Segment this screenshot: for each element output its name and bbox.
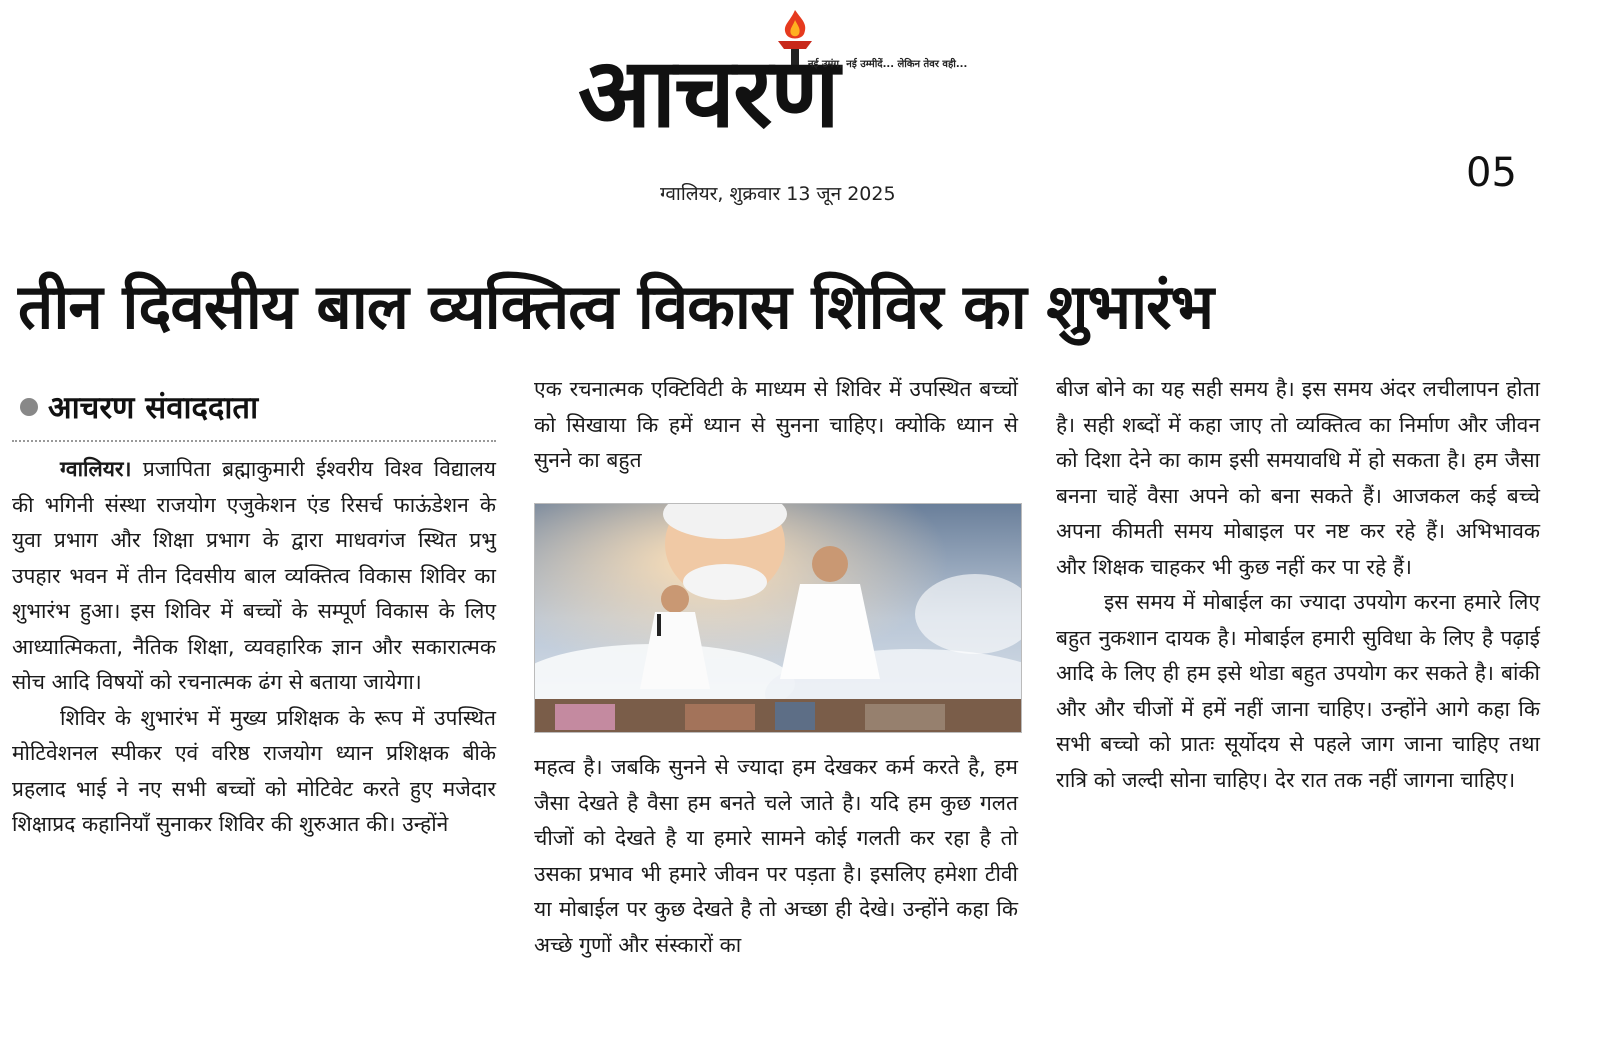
- article-column-1: [12, 452, 496, 843]
- article-column-2-bottom: [534, 750, 1018, 963]
- paragraph: एक रचनात्मक एक्टिविटी के माध्यम से शिविर में उपस्थित बच्चों को सिखाया कि हमें ध्यान से सुनना चाहिए। क्योकि ध्यान से सुनने का बहुत: [534, 377, 1018, 472]
- event-photo-image: [535, 504, 1021, 732]
- masthead: [0, 0, 1599, 205]
- bullet-icon: [20, 398, 38, 416]
- lead-word: ग्वालियर।: [60, 457, 132, 481]
- paragraph: महत्व है। जबकि सुनने से ज्यादा हम देखकर कर्म करते है, हम जैसा देखते है वैसा हम बनते चले जाते है। यदि हम कुछ गलत चीजों को देखते है या हमारे सामने कोई गलती कर रहा है तो उसका प्रभाव भी हमारे जीवन पर पड़ता है। इसलिए हमेशा टीवी या मोबाईल पर कुछ देखते है तो अच्छा ही देखे। उन्होंने कहा कि अच्छे गुणों और संस्कारों का: [534, 755, 1018, 957]
- dateline: ग्वालियर, शुक्रवार 13 जून 2025: [660, 183, 896, 205]
- article-headline: तीन दिवसीय बाल व्यक्तित्व विकास शिविर का शुभारंभ: [18, 270, 1214, 343]
- article-column-2-top: [534, 372, 1018, 479]
- page-number: 05: [1466, 150, 1517, 196]
- byline-text: आचरण संवाददाता: [48, 390, 259, 426]
- newspaper-logo: आचरण: [578, 37, 838, 149]
- byline: [20, 386, 258, 428]
- newspaper-tagline: नई उमंग, नई उम्मीदें... लेकिन तेवर वही...: [808, 59, 968, 70]
- paragraph: इस समय में मोबाईल का ज्यादा उपयोग करना हमारे लिए बहुत नुकशान दायक है। मोबाईल हमारी सुविधा के लिए है पढ़ाई आदि के लिए ही हम इसे थोडा बहुत उपयोग कर सकते है। बांकी और और चीजों में हमें नहीं जाना चाहिए। उन्होंने आगे कहा कि सभी बच्चो को प्रातः सूर्योदय से पहले जाग जाना चाहिए तथा रात्रि को जल्दी सोना चाहिए। देर रात तक नहीं जागना चाहिए।: [1056, 590, 1540, 792]
- paragraph: शिविर के शुभारंभ में मुख्य प्रशिक्षक के रूप में उपस्थित मोटिवेशनल स्पीकर एवं वरिष्ठ राजयोग ध्यान प्रशिक्षक बीके प्रहलाद भाई ने नए सभी बच्चों को मोटिवेट करते हुए मजेदार शिक्षाप्रद कहानियाँ सुनाकर शिविर की शुरुआत की। उन्होंने: [12, 705, 496, 836]
- event-photo: [534, 503, 1022, 733]
- paragraph: [12, 452, 496, 701]
- byline-divider: [12, 440, 496, 442]
- article-column-3: [1056, 372, 1540, 798]
- paragraph: बीज बोने का यह सही समय है। इस समय अंदर लचीलापन होता है। सही शब्दों में कहा जाए तो व्यक्तित्व का निर्माण और जीवन को दिशा देने का काम इसी समयावधि में हो सकता है। हम जैसा बनना चाहें वैसा अपने को बना सकते हैं। आजकल कई बच्चे अपना कीमती समय मोबाइल पर नष्ट कर रहे हैं। अभिभावक और शिक्षक चाहकर भी कुछ नहीं कर पा रहे हैं।: [1056, 377, 1540, 579]
- paragraph-text: प्रजापिता ब्रह्माकुमारी ईश्वरीय विश्व विद्यालय की भगिनी संस्था राजयोग एजुकेशन एंड रिसर्च फाऊंडेशन के युवा प्रभाग और शिक्षा प्रभाग के द्वारा माधवगंज स्थित प्रभु उपहार भवन में तीन दिवसीय बाल व्यक्तित्व विकास शिविर का शुभारंभ हुआ। इस शिविर में बच्चों के सम्पूर्ण विकास के लिए आध्यात्मिकता, नैतिक शिक्षा, व्यवहारिक ज्ञान और सकारात्मक सोच आदि विषयों को रचनात्मक ढंग से बताया जायेगा।: [12, 457, 496, 694]
